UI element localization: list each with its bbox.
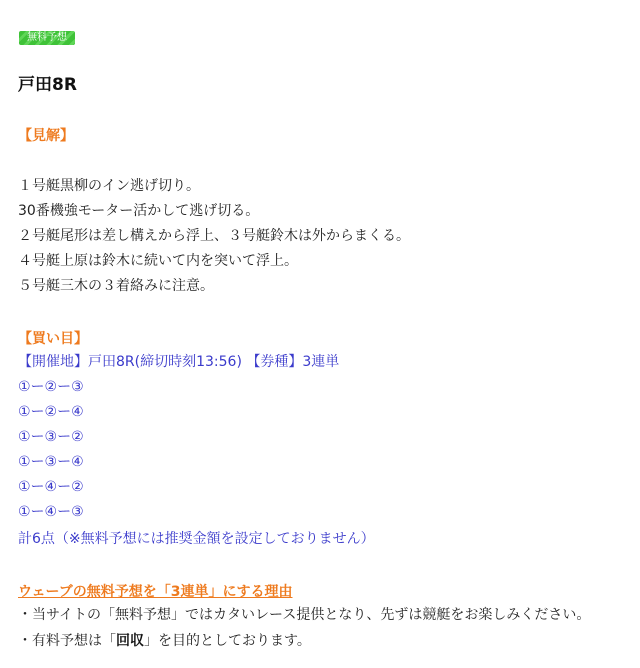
bets-info: 【開催地】戸田8R(締切時刻13:56) 【券種】3連単 bbox=[18, 354, 340, 370]
reason-line-1: ・当サイトの「無料予想」ではカタいレース提供となり、先ずは競艇をお楽しみください。 bbox=[18, 607, 591, 623]
bet-combination: ①ー④ー③ bbox=[18, 504, 84, 520]
bet-combination: ①ー②ー④ bbox=[18, 404, 84, 420]
reason-link[interactable]: ウェーブの無料予想を「3連単」にする理由 bbox=[18, 584, 293, 600]
reason-line-2-suffix: 」を目的としております。 bbox=[144, 633, 311, 649]
bet-combination: ①ー③ー④ bbox=[18, 454, 84, 470]
opinion-line: １号艇黒柳のイン逃げ切り。 bbox=[18, 178, 200, 194]
bets-total: 計6点（※無料予想には推奨金額を設定しておりません） bbox=[18, 531, 375, 547]
reason-line-2-emphasis: 回収 bbox=[116, 633, 144, 649]
opinion-line: ５号艇三木の３着絡みに注意。 bbox=[18, 278, 214, 294]
opinion-heading: 【見解】 bbox=[18, 128, 74, 144]
opinion-line: ２号艇尾形は差し構えから浮上、３号艇鈴木は外からまくる。 bbox=[18, 228, 410, 244]
reason-line-2 bbox=[18, 632, 311, 650]
bet-combination: ①ー②ー③ bbox=[18, 379, 84, 395]
opinion-line: ４号艇上原は鈴木に続いて内を突いて浮上。 bbox=[18, 253, 298, 269]
page-title: 戸田8R bbox=[18, 75, 77, 95]
bet-combination: ①ー④ー② bbox=[18, 479, 84, 495]
bet-combination: ①ー③ー② bbox=[18, 429, 84, 445]
free-prediction-badge: 無料予想 bbox=[19, 31, 75, 45]
reason-line-2-prefix: ・有料予想は「 bbox=[18, 633, 116, 649]
bets-heading: 【買い目】 bbox=[18, 331, 88, 347]
opinion-line: 30番機強モーター活かして逃げ切る。 bbox=[18, 203, 260, 219]
